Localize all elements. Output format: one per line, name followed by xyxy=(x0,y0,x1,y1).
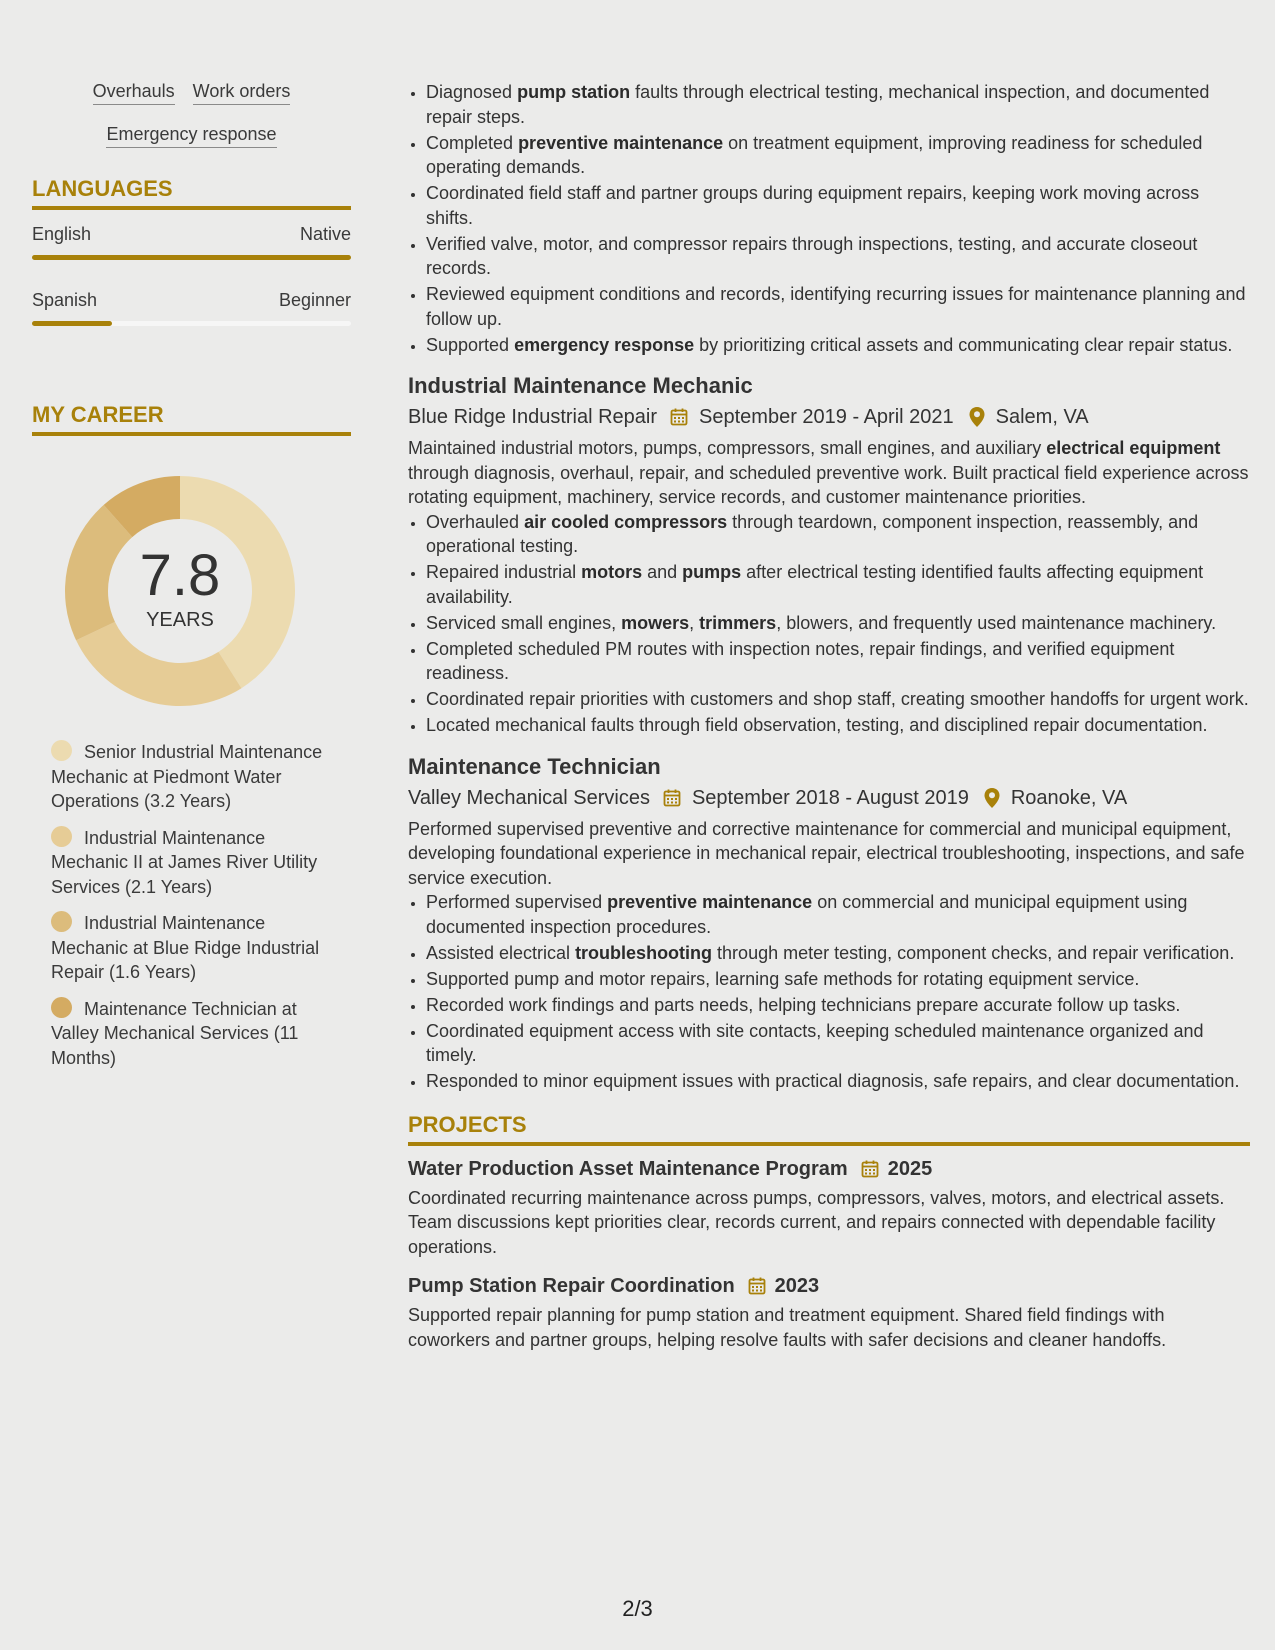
career-legend-label: Industrial Maintenance Mechanic at Blue Ridge Industrial Repair (1.6 Years) xyxy=(51,913,320,982)
text-run: Recorded work findings and parts needs, helping technicians prepare accurate follow up tasks. xyxy=(426,994,1181,1015)
bullet-item xyxy=(426,890,1250,939)
emphasis-text: mowers xyxy=(621,612,690,633)
calendar-icon xyxy=(662,788,682,808)
skill-row xyxy=(32,123,351,148)
job-company: Valley Mechanical Services xyxy=(408,786,650,809)
text-run: Coordinated field staff and partner groups during equipment repairs, keeping work moving across shifts. xyxy=(426,183,1200,228)
job-location: Roanoke, VA xyxy=(1010,786,1128,809)
bullet-item xyxy=(426,510,1250,559)
text-run: through meter testing, component checks, and repair verification. xyxy=(712,942,1235,963)
bullet-item xyxy=(426,560,1250,609)
text-run: by prioritizing critical assets and communicating clear repair status. xyxy=(694,334,1233,355)
bullet-item xyxy=(426,687,1250,712)
career-legend-item xyxy=(51,911,341,985)
job-entry xyxy=(408,372,1250,738)
language-proficiency-bar xyxy=(32,255,351,260)
bullet-item xyxy=(426,713,1250,738)
emphasis-text: pumps xyxy=(682,562,742,582)
project-title: Water Production Asset Maintenance Program xyxy=(408,1157,848,1180)
bullet-item xyxy=(426,637,1250,686)
text-run: Located mechanical faults through field observation, testing, and disciplined repair documentation. xyxy=(426,715,1208,735)
emphasis-text: pump station xyxy=(517,82,631,102)
text-run: Serviced small engines, xyxy=(426,612,622,633)
skill-tag: Overhauls xyxy=(93,80,175,105)
career-legend-item xyxy=(51,826,341,900)
text-run: Supported pump and motor repairs, learning safe methods for rotating equipment service. xyxy=(426,968,1140,989)
language-item xyxy=(32,290,351,326)
calendar-icon xyxy=(860,1159,880,1179)
skill-tag: Emergency response xyxy=(106,123,276,148)
calendar-icon xyxy=(669,407,689,427)
emphasis-text: air cooled compressors xyxy=(524,511,728,532)
bullet-item xyxy=(426,333,1250,358)
calendar-icon xyxy=(747,1276,767,1296)
career-legend-label: Industrial Maintenance Mechanic II at James River Utility Services (2.1 Years) xyxy=(51,827,318,897)
job-title-row xyxy=(408,753,1250,781)
career-total-unit: YEARS xyxy=(146,609,214,631)
bullet-item xyxy=(426,1019,1250,1068)
text-run: Completed scheduled PM routes with inspection notes, repair findings, and verified equipment readiness. xyxy=(426,638,1175,683)
text-run: on treatment equipment, improving readiness for scheduled operating demands. xyxy=(426,132,1203,177)
text-run: Diagnosed xyxy=(426,82,518,102)
job-entry xyxy=(408,753,1250,1094)
text-run: through teardown, component inspection, reassembly, and operational testing. xyxy=(426,511,1199,556)
text-run: Reviewed equipment conditions and records, identifying recurring issues for maintenance planning and follow up. xyxy=(426,284,1246,329)
location-pin-icon xyxy=(983,787,1001,809)
page-number: 2/3 xyxy=(622,1596,653,1621)
text-run: on commercial and municipal equipment using documented inspection procedures. xyxy=(426,892,1188,937)
career-legend xyxy=(51,740,341,1070)
career-legend-label: Maintenance Technician at Valley Mechanical Services (11 Months) xyxy=(51,998,299,1068)
job-company: Blue Ridge Industrial Repair xyxy=(408,406,658,428)
job-meta xyxy=(408,404,1250,430)
job-title: Industrial Maintenance Mechanic xyxy=(408,373,753,398)
emphasis-text: electrical equipment xyxy=(1046,438,1221,458)
job-summary xyxy=(408,436,1250,510)
language-proficiency-bar xyxy=(32,321,351,326)
experience-bullets xyxy=(408,80,1250,357)
emphasis-text: trimmers xyxy=(699,612,777,633)
job-title-row xyxy=(408,372,1250,400)
languages-heading: LANGUAGES xyxy=(32,176,351,210)
job-title: Maintenance Technician xyxy=(408,753,661,779)
text-run: Completed xyxy=(426,132,519,153)
sidebar xyxy=(32,80,351,1082)
project-title: Pump Station Repair Coordination xyxy=(408,1275,735,1297)
text-run: Overhauled xyxy=(426,511,525,532)
bullet-item xyxy=(426,131,1250,180)
job-dates: September 2019 - April 2021 xyxy=(699,406,954,428)
project-description: Supported repair planning for pump station and treatment equipment. Shared field findings with coworkers and partner groups, helping resolve faults with safer decisions and cleaner handoffs. xyxy=(408,1305,1167,1350)
language-item xyxy=(32,224,351,260)
text-run: , xyxy=(689,612,700,633)
text-run: Responded to minor equipment issues with practical diagnosis, safe repairs, and clear documentation. xyxy=(426,1071,1240,1091)
career-heading: MY CAREER xyxy=(32,402,351,436)
text-run: Supported xyxy=(426,334,515,355)
bullet-item xyxy=(426,181,1250,230)
job-bullets xyxy=(408,890,1250,1094)
legend-dot xyxy=(51,911,72,932)
career-legend-item xyxy=(51,740,341,814)
text-run: Coordinated equipment access with site contacts, keeping scheduled maintenance organized and timely. xyxy=(426,1020,1204,1065)
emphasis-text: preventive maintenance xyxy=(518,132,724,153)
career-legend-label: Senior Industrial Maintenance Mechanic at Piedmont Water Operations (3.2 Years) xyxy=(51,742,323,811)
main-content xyxy=(408,80,1250,1352)
text-run: and xyxy=(642,562,683,582)
text-run: Coordinated repair priorities with customers and shop staff, creating smoother handoffs for urgent work. xyxy=(426,689,1249,709)
legend-dot xyxy=(51,826,72,847)
career-donut-chart xyxy=(65,476,295,706)
legend-dot xyxy=(51,997,72,1018)
bullet-item xyxy=(426,993,1250,1018)
legend-dot xyxy=(51,740,72,761)
text-run: Maintained industrial motors, pumps, compressors, small engines, and auxiliary xyxy=(408,438,1047,458)
bullet-item xyxy=(426,232,1250,281)
job-bullets xyxy=(408,510,1250,738)
career-legend-item xyxy=(51,997,341,1071)
skill-row xyxy=(32,80,351,105)
bullet-item xyxy=(426,611,1250,636)
job-location: Salem, VA xyxy=(995,406,1089,428)
text-run: Assisted electrical xyxy=(426,942,576,963)
language-proficiency-fill xyxy=(32,321,112,326)
emphasis-text: emergency response xyxy=(514,334,695,355)
projects-heading: PROJECTS xyxy=(408,1112,1250,1146)
language-name: Spanish xyxy=(32,290,98,310)
text-run: , blowers, and frequently used maintenance machinery. xyxy=(776,612,1217,633)
emphasis-text: motors xyxy=(581,562,643,582)
skills-tags xyxy=(32,80,351,148)
experience-list xyxy=(408,372,1250,1094)
text-run: faults through electrical testing, mechanical inspection, and documented repair steps. xyxy=(426,82,1210,127)
project-title-row xyxy=(408,1273,1250,1299)
project-description: Coordinated recurring maintenance across pumps, compressors, valves, motors, and electrical assets. Team discussions kept priorities clear, records current, and repairs connected with dependable facility operations. xyxy=(408,1187,1225,1257)
language-level: Beginner xyxy=(278,290,351,310)
bullet-item xyxy=(426,941,1250,966)
language-proficiency-fill xyxy=(32,255,351,260)
emphasis-text: preventive maintenance xyxy=(607,892,813,912)
project-year: 2025 xyxy=(887,1157,933,1180)
job-summary xyxy=(408,817,1250,891)
skill-tag: Work orders xyxy=(193,80,291,105)
bullet-item xyxy=(426,282,1250,331)
job-meta xyxy=(408,785,1250,811)
project-year: 2023 xyxy=(774,1275,820,1297)
emphasis-text: troubleshooting xyxy=(575,942,713,963)
text-run: Performed supervised preventive and corrective maintenance for commercial and municipal equipment, developing foundational experience in mechanical repair, electrical troubleshooting, inspections, and safe service execution. xyxy=(408,818,1245,888)
bullet-item xyxy=(426,80,1250,129)
projects-list xyxy=(408,1156,1250,1353)
career-total-value: 7.8 xyxy=(139,543,221,608)
location-pin-icon xyxy=(968,406,986,428)
text-run: Verified valve, motor, and compressor repairs through inspections, testing, and accurate closeout records. xyxy=(426,233,1198,278)
project-title-row xyxy=(408,1156,1250,1182)
language-name: English xyxy=(32,224,92,244)
job-dates: September 2018 - August 2019 xyxy=(691,786,969,809)
text-run: through diagnosis, overhaul, repair, and scheduled preventive work. Built practical field experience across rotating equipment, machinery, service records, and customer maintenance priorities. xyxy=(408,462,1249,507)
text-run: Performed supervised xyxy=(426,892,608,912)
bullet-item xyxy=(426,967,1250,992)
language-level: Native xyxy=(299,224,351,244)
text-run: after electrical testing identified faults affecting equipment availability. xyxy=(426,562,1204,607)
text-run: Repaired industrial xyxy=(426,562,582,582)
bullet-item xyxy=(426,1069,1250,1094)
